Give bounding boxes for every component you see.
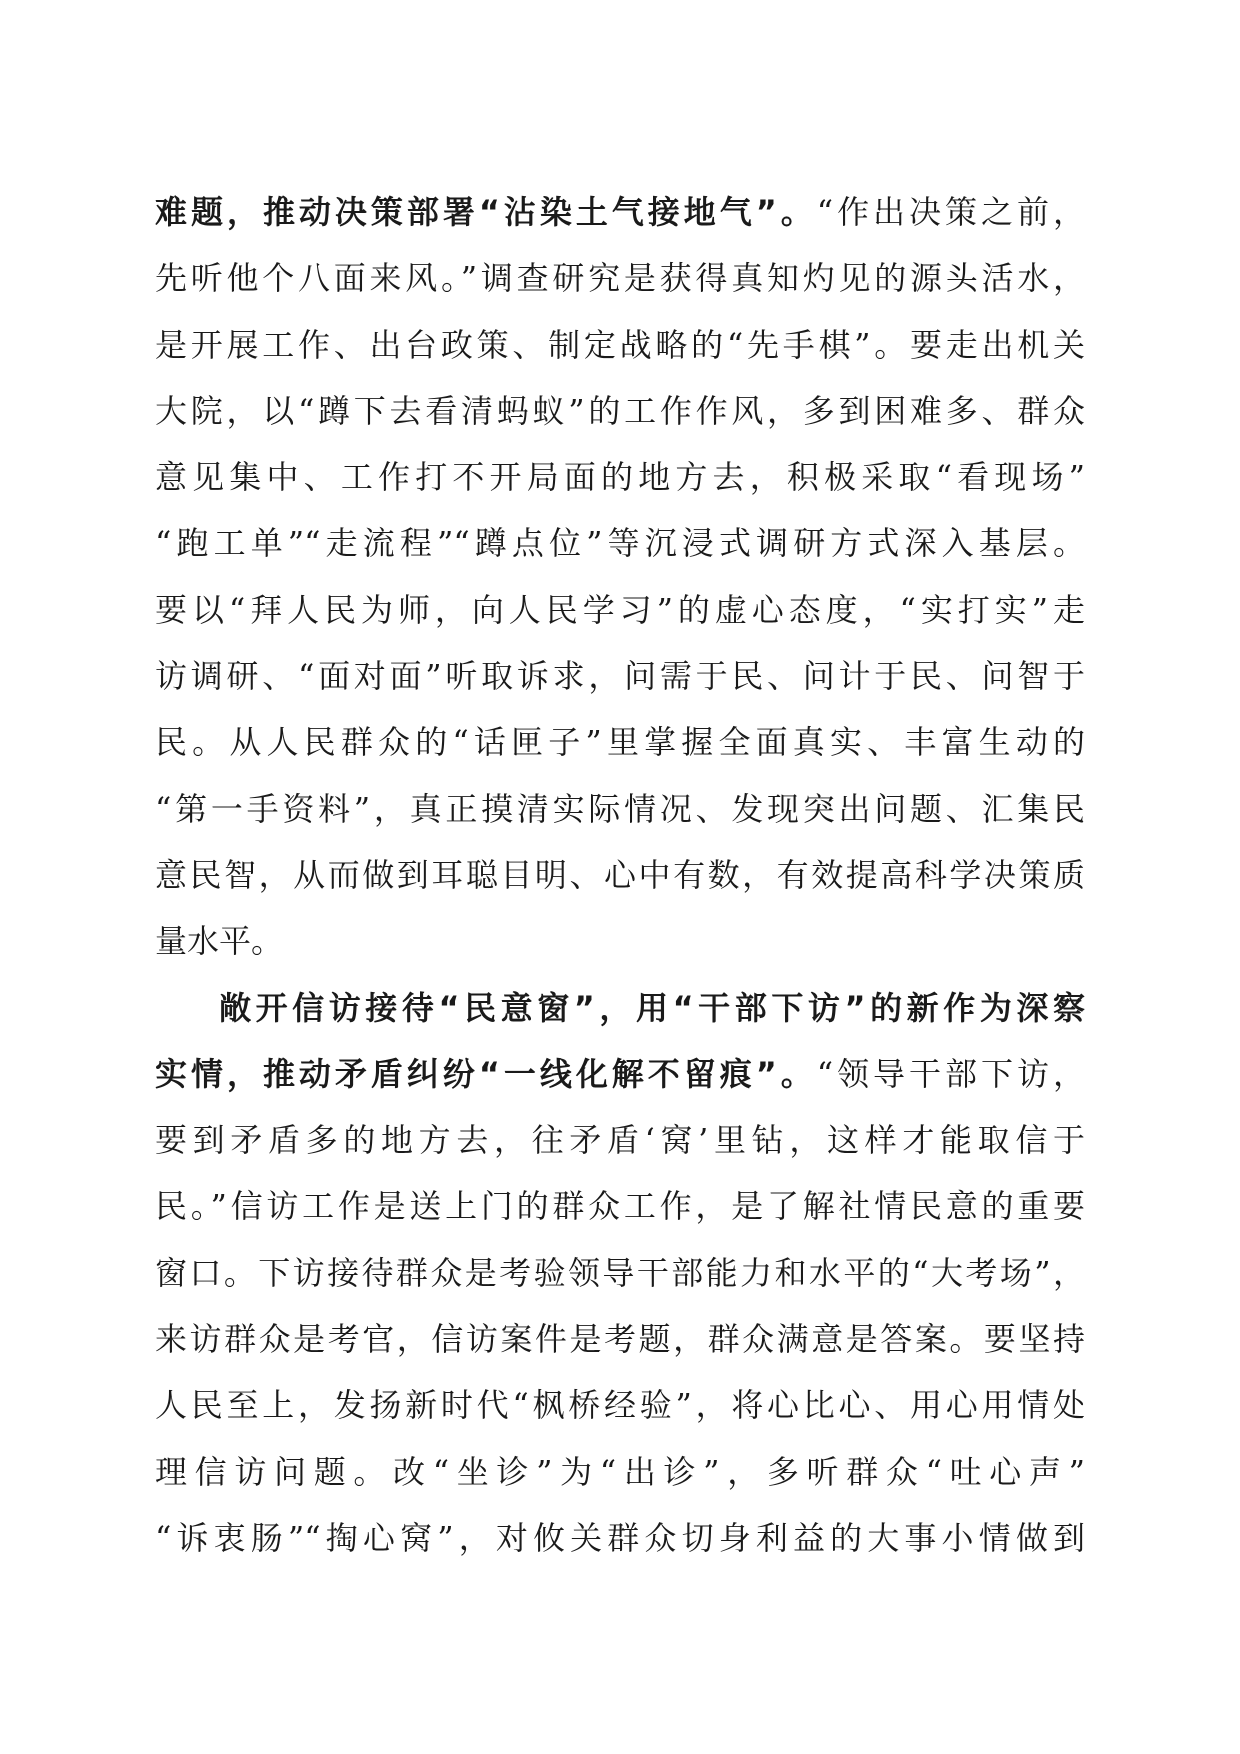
text-line	[155, 785, 1085, 851]
text-line	[155, 1249, 1085, 1315]
text-run: 是开展工作、出台政策、制定战略的“先手棋”。要走出机关	[155, 325, 1085, 364]
paragraph-1	[155, 188, 1085, 984]
heading-sentence: 敞开信访接待“民意窗”，用“干部下访”的新作为深察	[219, 988, 1085, 1027]
heading-sentence: 难题，推动决策部署“沾染土气接地气”。	[155, 193, 817, 231]
text-run: “跑工单”“走流程”“蹲点位”等沉浸式调研方式深入基层。	[155, 524, 1085, 563]
text-line	[155, 1050, 1085, 1116]
text-run: “诉衷肠”“掏心窝”，对攸关群众切身利益的大事小情做到	[155, 1518, 1085, 1557]
text-run: 要以“拜人民为师，向人民学习”的虚心态度，“实打实”走	[155, 590, 1085, 629]
text-line	[155, 1448, 1085, 1514]
text-line	[155, 984, 1085, 1050]
text-run: 大院，以“蹲下去看清蚂蚁”的工作作风，多到困难多、群众	[155, 391, 1085, 430]
text-run: 先听他个八面来风。”调查研究是获得真知灼见的源头活水，	[155, 259, 1085, 298]
text-line	[155, 254, 1085, 320]
text-line	[155, 652, 1085, 718]
text-line	[155, 917, 1085, 983]
text-run: 窗口。下访接待群众是考验领导干部能力和水平的“大考场”，	[155, 1253, 1085, 1292]
text-line	[155, 188, 1085, 254]
text-line	[155, 1381, 1085, 1447]
text-run: 来访群众是考官，信访案件是考题，群众满意是答案。要坚持	[155, 1320, 1085, 1359]
text-line	[155, 321, 1085, 387]
text-run: “领导干部下访，	[816, 1054, 1085, 1093]
text-run: 意民智，从而做到耳聪目明、心中有数，有效提高科学决策质	[155, 855, 1085, 894]
text-line	[155, 1315, 1085, 1381]
text-run: 民。从人民群众的“话匣子”里掌握全面真实、丰富生动的	[155, 723, 1085, 762]
text-line	[155, 1514, 1085, 1580]
text-line	[155, 586, 1085, 652]
text-line	[155, 851, 1085, 917]
text-run: 量水平。	[155, 922, 284, 961]
body-text	[155, 188, 1085, 1580]
text-run: 人民至上，发扬新时代“枫桥经验”，将心比心、用心用情处	[155, 1386, 1085, 1425]
text-run: 访调研、“面对面”听取诉求，问需于民、问计于民、问智于	[155, 657, 1085, 696]
text-line	[155, 1182, 1085, 1248]
text-run: “第一手资料”，真正摸清实际情况、发现突出问题、汇集民	[155, 789, 1085, 828]
text-line	[155, 718, 1085, 784]
text-run: 理信访问题。改“坐诊”为“出诊”，多听群众“吐心声”	[155, 1452, 1085, 1491]
paragraph-2	[155, 984, 1085, 1581]
text-run: 要到矛盾多的地方去，往矛盾‘窝’里钻，这样才能取信于	[155, 1121, 1085, 1160]
text-line	[155, 519, 1085, 585]
text-line	[155, 453, 1085, 519]
text-run: 意见集中、工作打不开局面的地方去，积极采取“看现场”	[155, 458, 1085, 497]
text-run: “作出决策之前，	[816, 193, 1085, 231]
heading-sentence: 实情，推动矛盾纠纷“一线化解不留痕”。	[155, 1054, 817, 1093]
text-line	[155, 387, 1085, 453]
text-run: 民。”信访工作是送上门的群众工作，是了解社情民意的重要	[155, 1187, 1085, 1226]
text-line	[155, 1116, 1085, 1182]
